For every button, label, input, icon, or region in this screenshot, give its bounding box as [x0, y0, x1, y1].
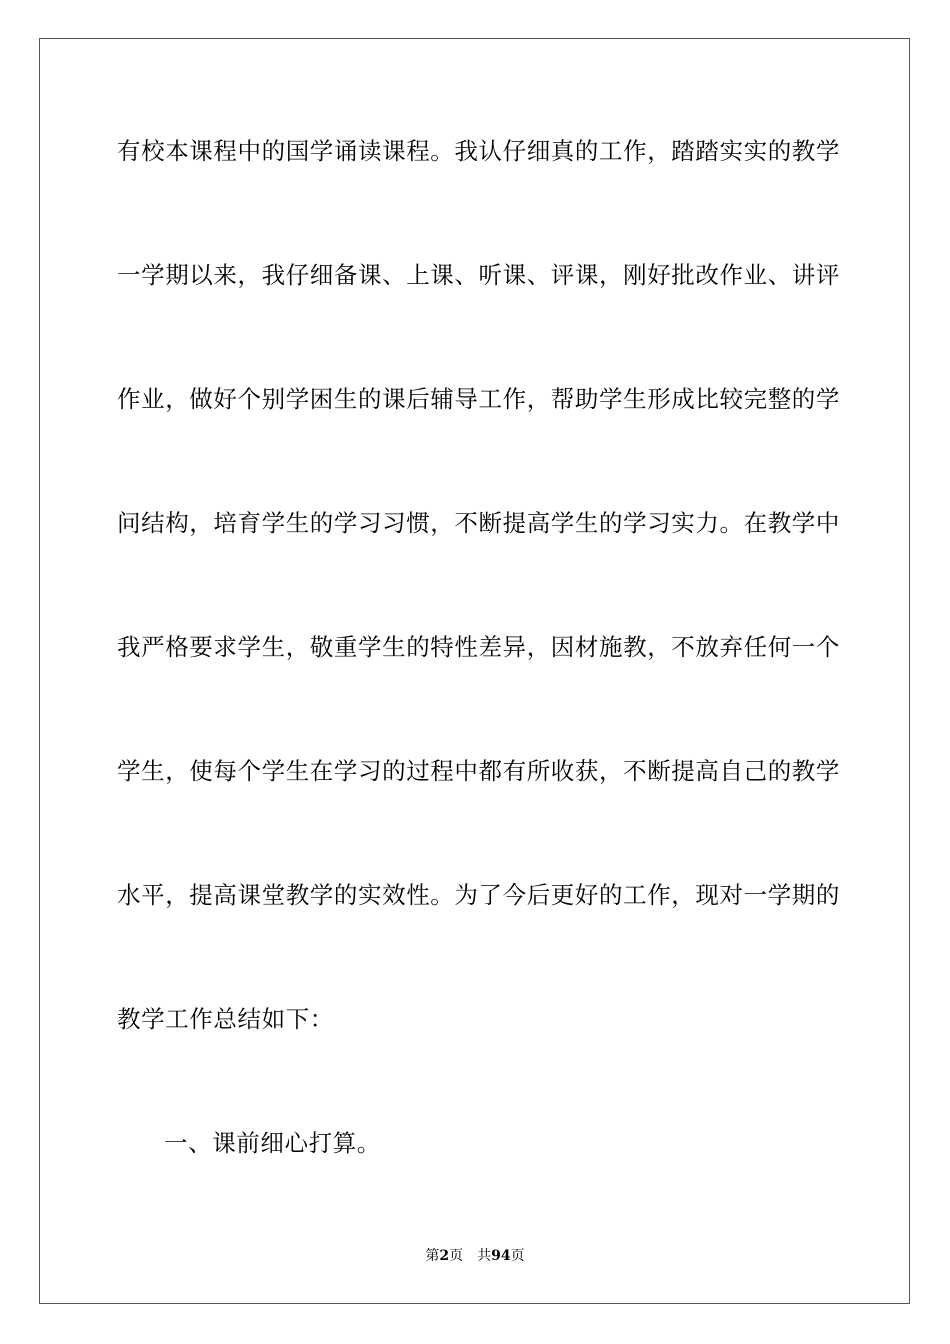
section-heading: 一、课前细心打算。: [164, 1129, 381, 1157]
total-suffix: 页: [510, 1248, 525, 1264]
total-prefix: 共: [477, 1248, 492, 1264]
document-body: [117, 122, 840, 1238]
paragraph-line: 学生，使每个学生在学习的过程中都有所收获，不断提高自己的教学: [117, 757, 840, 785]
paragraph-line: 有校本课程中的国学诵读课程。我认仔细真的工作，踏踏实实的教学: [117, 137, 840, 165]
page-prefix: 第: [425, 1248, 440, 1264]
paragraph-line: 作业，做好个别学困生的课后辅导工作，帮助学生形成比较完整的学: [117, 385, 840, 413]
paragraph-line: 教学工作总结如下：: [117, 1005, 334, 1033]
paragraph-line: 一学期以来，我仔细备课、上课、听课、评课，刚好批改作业、讲评: [117, 261, 840, 289]
paragraph-line: 水平，提高课堂教学的实效性。为了今后更好的工作，现对一学期的: [117, 881, 840, 909]
page-footer: [0, 1246, 950, 1266]
total-pages: 94: [491, 1248, 511, 1264]
page-number: 2: [439, 1248, 450, 1264]
paragraph-line: 我严格要求学生，敬重学生的特性差异，因材施教，不放弃任何一个: [117, 633, 840, 661]
page-suffix: 页: [449, 1248, 464, 1264]
paragraph-line: 问结构，培育学生的学习习惯，不断提高学生的学习实力。在教学中: [117, 509, 840, 537]
